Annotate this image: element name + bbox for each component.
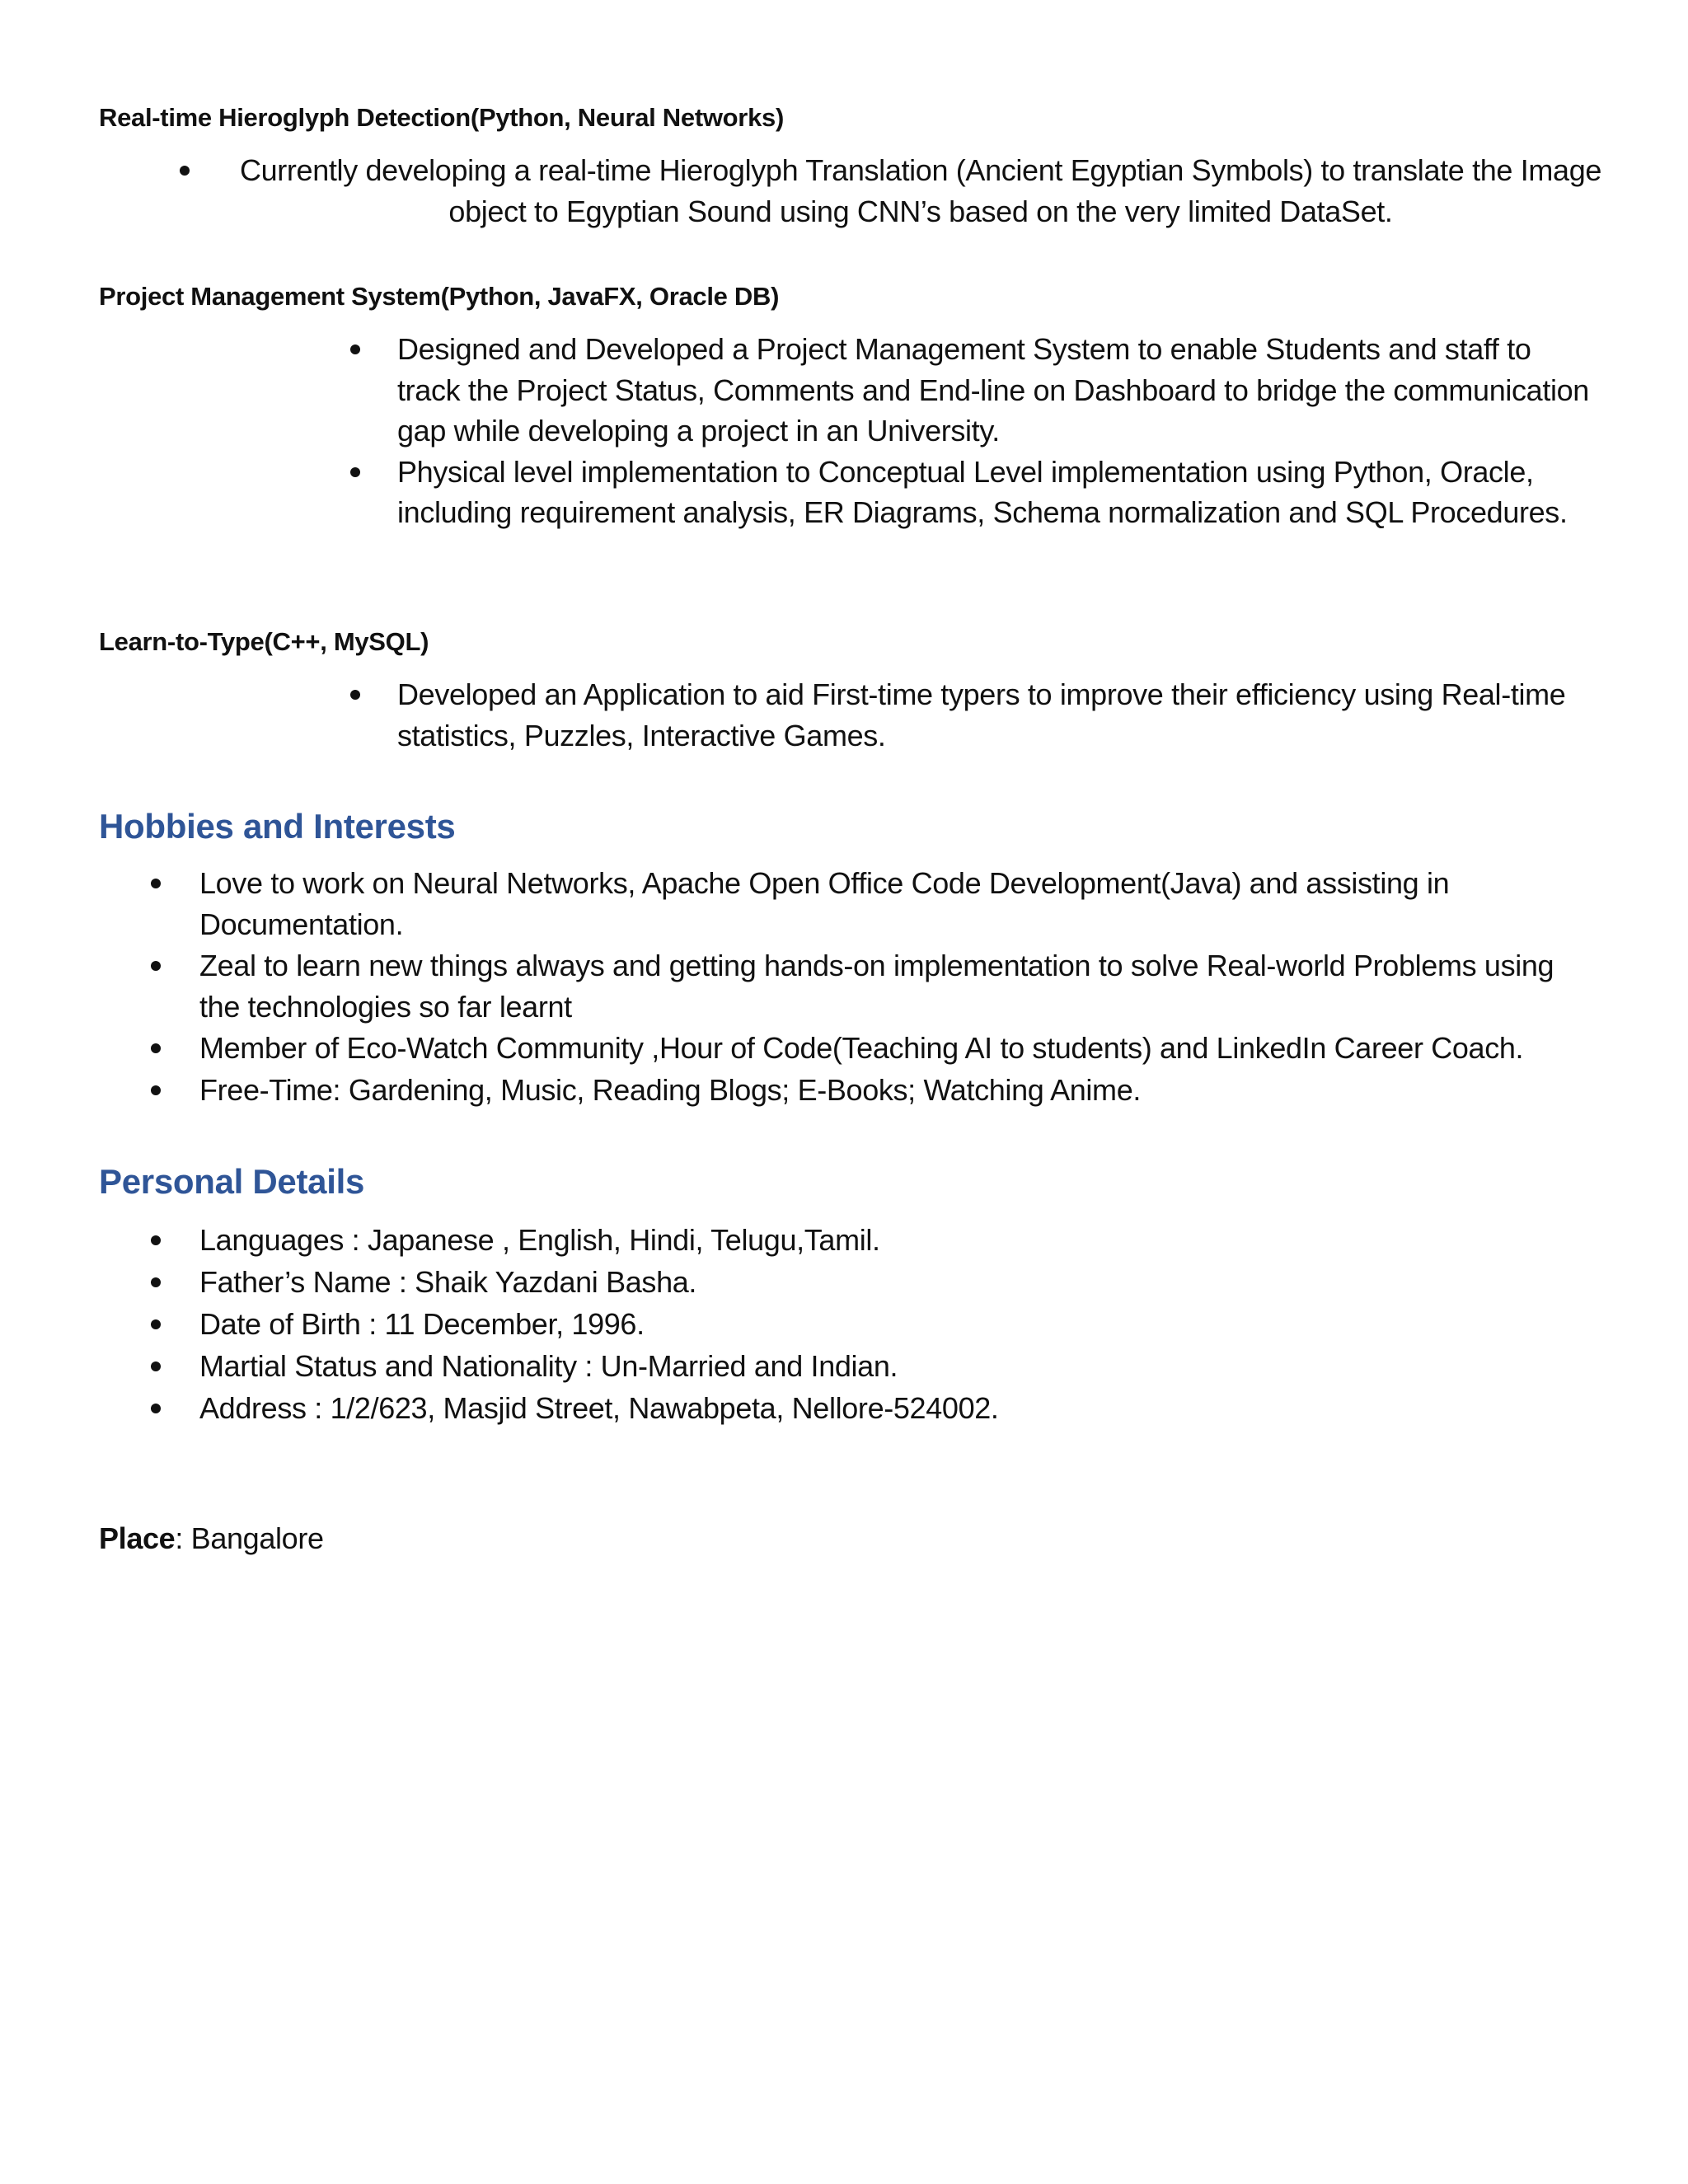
bullet-text: Free-Time: Gardening, Music, Reading Blogs; E-Books; Watching Anime. (199, 1072, 1142, 1107)
bullet-icon (151, 1235, 161, 1245)
bullet-text: Developed an Application to aid First-time typers to improve their efficiency using Real-time statistics, Puzzles, Interactive Games. (397, 677, 1566, 752)
list-item (145, 1387, 1596, 1429)
hobbies-list (145, 863, 1596, 1111)
section-heading-personal: Personal Details (99, 1162, 365, 1201)
list-item (145, 1345, 1596, 1387)
list-item (145, 1028, 1596, 1069)
place-separator: : (175, 1521, 191, 1555)
bullet-text: Zeal to learn new things always and getting hands-on implementation to solve Real-world Problems using the technologies so far learnt (199, 949, 1554, 1024)
bullet-icon (151, 1043, 161, 1053)
project-bullets-learn-to-type (345, 674, 1597, 756)
bullet-icon (151, 1319, 161, 1329)
project-title-learn-to-type: Learn-to-Type(C++, MySQL) (99, 627, 429, 656)
bullet-icon (350, 344, 360, 354)
bullet-icon (180, 166, 190, 176)
bullet-text: Love to work on Neural Networks, Apache Open Office Code Development(Java) and assisting in Documentation. (199, 866, 1450, 941)
project-title-pms: Project Management System(Python, JavaFX, Oracle DB) (99, 282, 780, 311)
list-item (345, 329, 1597, 452)
section-heading-hobbies: Hobbies and Interests (99, 807, 456, 846)
list-item (145, 945, 1596, 1027)
project-title-hieroglyph: Real-time Hieroglyph Detection(Python, Neural Networks) (99, 103, 784, 132)
bullet-icon (151, 879, 161, 888)
list-item (145, 863, 1596, 944)
bullet-icon (350, 690, 360, 700)
bullet-icon (151, 1085, 161, 1095)
bullet-icon (151, 961, 161, 971)
bullet-text: Father’s Name : Shaik Yazdani Basha. (199, 1265, 697, 1299)
list-item (145, 1219, 1596, 1261)
list-item (145, 1070, 1596, 1111)
bullet-text: Designed and Developed a Project Management System to enable Students and staff to track the Project Status, Comments and End-line on Dashboard to bridge the communication gap while developing a project in an University. (397, 332, 1589, 448)
bullet-icon (151, 1277, 161, 1287)
bullet-text: Currently developing a real-time Hieroglyph Translation (Ancient Egyptian Symbols) to translate the Image object to Egyptian Sound using CNN’s based on the very limited DataSet. (239, 153, 1602, 228)
bullet-icon (350, 467, 360, 477)
bullet-icon (151, 1404, 161, 1413)
list-item (173, 150, 1615, 232)
place-label: Place (99, 1521, 176, 1555)
bullet-text: Date of Birth : 11 December, 1996. (199, 1307, 645, 1341)
list-item (345, 452, 1597, 533)
personal-details-list (145, 1219, 1596, 1429)
place-value: Bangalore (190, 1521, 324, 1555)
bullet-text: Martial Status and Nationality : Un-Married and Indian. (199, 1349, 898, 1383)
bullet-text: Physical level implementation to Conceptual Level implementation using Python, Oracle, including requirement analysis, ER Diagrams, Schema normalization and SQL Procedures. (397, 454, 1568, 529)
list-item (345, 674, 1597, 756)
project-bullets-pms (345, 329, 1597, 533)
bullet-text: Address : 1/2/623, Masjid Street, Nawabpeta, Nellore-524002. (199, 1391, 999, 1425)
list-item (145, 1261, 1596, 1303)
place-line (99, 1519, 324, 1558)
list-item (145, 1303, 1596, 1345)
bullet-text: Languages : Japanese , English, Hindi, Telugu,Tamil. (199, 1223, 880, 1257)
bullet-text: Member of Eco-Watch Community ,Hour of Code(Teaching AI to students) and LinkedIn Career Coach. (199, 1031, 1524, 1065)
project-bullets-hieroglyph (173, 150, 1615, 232)
bullet-icon (151, 1361, 161, 1371)
